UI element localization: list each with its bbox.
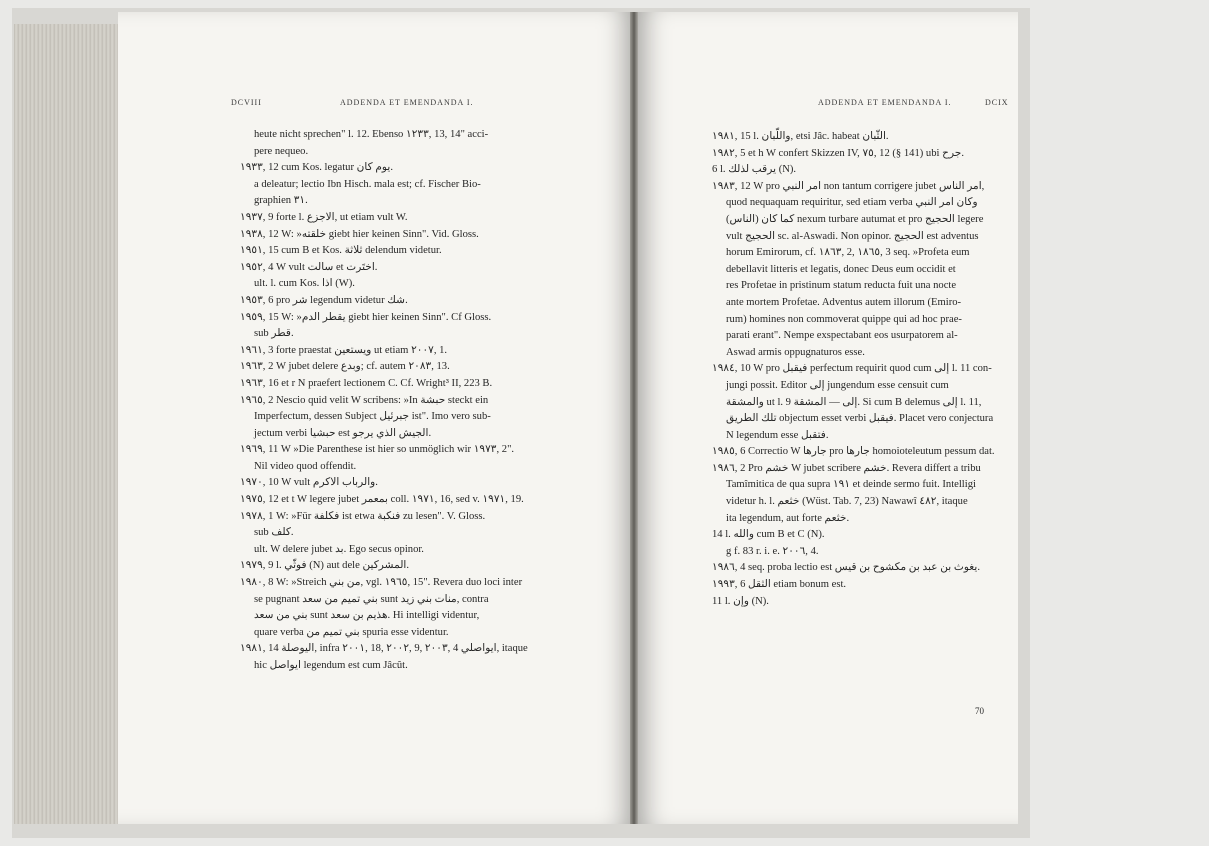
text-line: ١٩٨٥, 6 Correctio W جارها pro جارها homoioteleutum pessum dat. (712, 446, 995, 458)
text-line: ١٩٣٧, 9 forte l. الاجزع, ut etiam vult W. (240, 211, 408, 223)
text-line: ١٩٨١, 14 اليوصلة, infra ٢٠٠١, 18, ٢٠٠٢, 9, ٢٠٠٣, 4 ايواصلي, itaque (240, 643, 528, 655)
right-page-number-header: DCIX (985, 98, 1009, 107)
text-line: ١٩٨٦, 2 Pro خشم W jubet scribere خشم. Revera differt a tribu (712, 462, 981, 474)
text-line: res Profetae in pristinum statum reducta fuit una nocte (726, 280, 957, 292)
text-line: ١٩٩٣, 6 الثقل etiam bonum est. (712, 579, 847, 591)
text-line: N legendum esse فتقبل. (726, 429, 829, 441)
text-line: jectum verbi حبشيا est الجيش الذي يرجو. (254, 427, 432, 439)
text-line: vult الحجيج sc. al-Aswadi. Non opinor. الحجيج est adventus (726, 230, 979, 242)
text-line: ١٩٨٢, 5 et h W confert Skizzen IV, ٧٥, 12 (§ 141) ubi جرح. (712, 147, 964, 159)
text-line: graphien ٣١. (254, 195, 308, 207)
text-line: debellavit litteris et legatis, donec Deus eum occidit et (726, 263, 956, 275)
text-line: ita legendum, aut forte خثعم. (726, 512, 850, 524)
right-running-title: ADDENDA ET EMENDANDA I. (818, 98, 952, 107)
right-page-body (712, 130, 1012, 611)
text-line: ١٩٨٤, 10 W pro فيقبل perfectum requirit quod cum إلى l. 11 con- (712, 363, 992, 375)
text-line: Tamîmitica de qua supra ١٩١ et deinde sermo fuit. Intelligi (726, 479, 976, 491)
text-line: quod nequaquam requiritur, sed etiam verba وكان امر النبي (726, 197, 978, 209)
text-line: بني من سعد sunt هذيم بن سعد. Hi intelligi videntur, (254, 610, 480, 622)
text-line: ١٩٥٢, 4 W vult سالت et اختَرت. (240, 261, 378, 273)
text-line: quare verba بني تميم من spuria esse videntur. (254, 626, 449, 638)
text-line: ١٩٧٠, 10 W vult والرباب الاكرم. (240, 477, 378, 489)
text-line: (الناس) كما كان nexum turbare autumat et pro الحجيج legere (726, 213, 984, 225)
text-line: تلك الطريق objectum esset verbi فيقبل. Placet vero conjectura (726, 413, 994, 425)
text-line: ult. l. cum Kos. اذا (W). (254, 278, 355, 290)
text-line: hic ايواصل legendum est cum Jâcût. (254, 660, 408, 671)
text-line: ١٩٦٩, 11 W »Die Parenthese ist hier so unmöglich wir ١٩٧٣, 2". (240, 444, 515, 456)
text-line: se pugnant بني تميم من سعد sunt منات بني زيد, contra (254, 593, 489, 605)
text-line: ١٩٦١, 3 forte praestat ويستعين ut etiam ٢٠٠٧, 1. (240, 344, 448, 356)
page-edges (14, 24, 134, 824)
text-line: ١٩٣٨, 12 W: »خلقته giebt hier keinen Sinn". Vid. Gloss. (240, 228, 479, 240)
text-line: ١٩٨٣, 12 W pro امر النبي non tantum corrigere jubet امر الناس, (712, 180, 985, 192)
text-line: ١٩٣٣, 12 cum Kos. legatur يوم كان. (240, 162, 393, 174)
text-line: pere nequeo. (254, 145, 309, 157)
left-page-body (240, 128, 606, 676)
text-line: 6 l. يرقب لذلك (N). (712, 164, 797, 176)
text-line: ١٩٦٥, 2 Nescio quid velit W scribens: »In حبشة steckt ein (240, 394, 489, 406)
text-line: videtur h. l. خثعم (Wüst. Tab. 7, 23) Nawawî ٤٨٢, itaque (726, 496, 968, 508)
text-line: rum) homines non commoverat quippe qui ad hoc prae- (726, 313, 962, 325)
text-line: horum Emirorum, cf. ١٨٦٣, 2, ١٨٦٥, 3 seq. »Profeta eum (726, 247, 970, 259)
text-line: ١٩٥١, 15 cum B et Kos. ثلاثة delendum videtur. (240, 245, 442, 257)
page-number: 70 (975, 706, 984, 716)
text-line: 11 l. وإن (N). (712, 595, 769, 607)
text-line: ١٩٧٥, 12 et t W legere jubet بمعمر coll. ١٩٧١, 16, sed v. ١٩٧١, 19. (240, 494, 524, 506)
text-line: ١٩٥٣, 6 pro شر legendum videtur شك. (240, 294, 408, 306)
left-page-number-header: DCVIII (231, 98, 262, 107)
text-line: a deleatur; lectio Ibn Hisch. mala est; cf. Fischer Bio- (254, 178, 481, 190)
text-line: ١٩٦٣, 16 et r N praefert lectionem C. Cf. Wright³ II, 223 B. (240, 377, 493, 389)
text-line: sub كلف. (254, 527, 294, 539)
text-line: jungi possit. Editor إلى jungendum esse censuit cum (726, 379, 949, 391)
text-line: Nil video quod offendit. (254, 460, 357, 472)
text-line: ١٩٦٣, 2 W jubet delere وبدع; cf. autem ٢٠٨٣, 13. (240, 361, 450, 373)
book-gutter (630, 12, 638, 824)
text-line: ult. W delere jubet بد. Ego secus opinor. (254, 543, 424, 555)
text-line: ١٩٥٩, 15 W: »يقطر الدم giebt hier keinen Sinn". Cf Gloss. (240, 311, 492, 323)
text-line: parati erant". Nempe exspectabant eos usurpatorem al- (726, 330, 958, 342)
text-line: ١٩٨٦, 4 seq. proba lectio est يغوث بن عبد بن مكشوح بن قيس. (712, 562, 981, 574)
text-line: ١٩٧٩, 9 l. فوثّي (N) aut dele المشركين. (240, 560, 410, 572)
text-line: والمشقة ut l. 9 إلى — المشقة. Si cum B delemus إلى l. 11, (726, 396, 982, 408)
text-line: ١٩٧٨, 1 W: »Für فكلفة ist etwa فنكبة zu lesen". V. Gloss. (240, 510, 486, 522)
text-line: g f. 83 r. i. e. ٢٠٠٦, 4. (726, 545, 819, 557)
text-line: Imperfectum, dessen Subject جبرئيل ist". Imo vero sub- (254, 411, 491, 423)
left-running-title: ADDENDA ET EMENDANDA I. (340, 98, 474, 107)
text-line: heute nicht sprechen" l. 12. Ebenso ١٢٣٣, 13, 14" acci- (254, 129, 489, 140)
text-line: 14 l. والله cum B et C (N). (712, 529, 825, 541)
text-line: ١٩٨٠, 8 W: »Streich من بني, vgl. ١٩٦٥, 15". Revera duo loci inter (240, 577, 523, 589)
text-line: Aswad armis oppugnaturos esse. (726, 346, 865, 358)
text-line: ١٩٨١, 15 l. واللّبان, etsi Jâc. habeat الثّبان. (712, 131, 889, 142)
text-line: ante mortem Profetae. Adventus autem illorum (Emiro- (726, 296, 962, 308)
text-line: sub قطر. (254, 328, 294, 340)
